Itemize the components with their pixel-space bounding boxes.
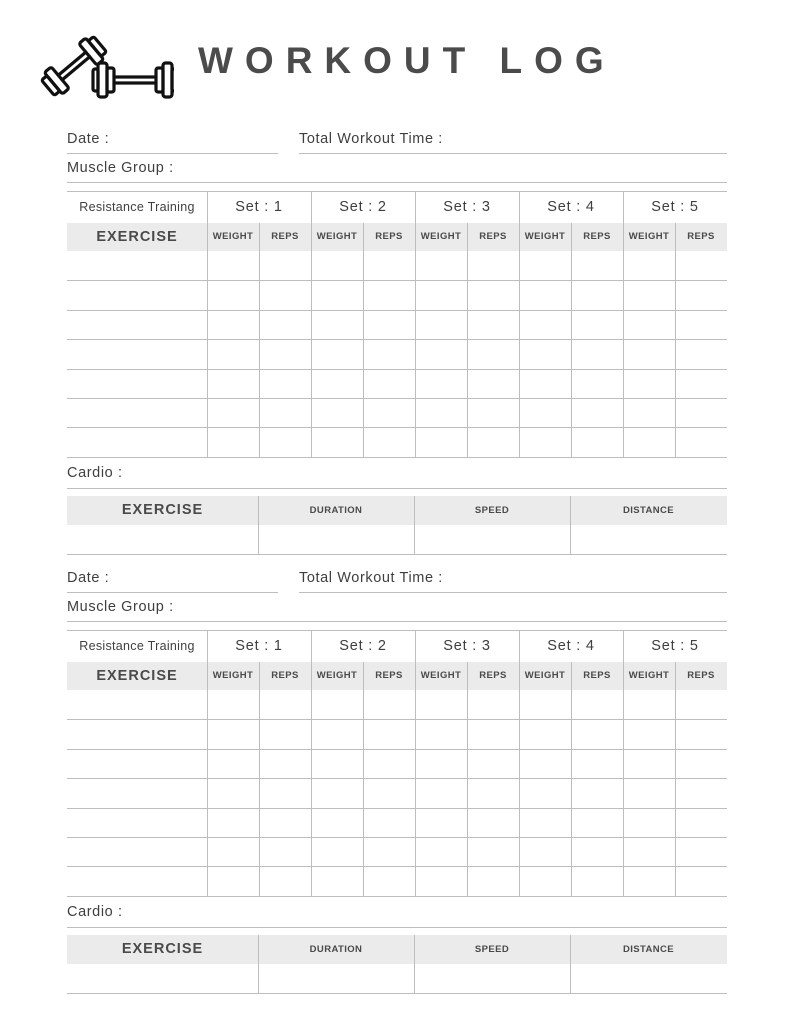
reps-cell[interactable] <box>571 778 623 808</box>
column-divider <box>311 191 312 457</box>
exercise-name-cell[interactable] <box>67 251 207 281</box>
speed-column-header: SPEED <box>474 943 510 955</box>
resistance-table-header <box>67 631 727 693</box>
reps-cell[interactable] <box>467 866 519 896</box>
total-workout-time-field[interactable] <box>299 563 727 593</box>
weight-cell[interactable] <box>519 749 571 779</box>
row-divider <box>67 457 727 458</box>
set-header-1: Set : 1 <box>235 638 283 654</box>
reps-column-header: REPS <box>375 670 403 681</box>
reps-cell[interactable] <box>675 310 727 340</box>
reps-cell[interactable] <box>363 719 415 749</box>
reps-cell[interactable] <box>259 837 311 867</box>
cardio-rule <box>67 488 727 489</box>
reps-cell[interactable] <box>259 690 311 720</box>
reps-cell[interactable] <box>467 719 519 749</box>
reps-cell[interactable] <box>467 837 519 867</box>
weight-cell[interactable] <box>519 866 571 896</box>
exercise-row <box>67 251 727 281</box>
weight-cell[interactable] <box>519 719 571 749</box>
total-workout-time-label: Total Workout Time : <box>299 131 443 147</box>
column-divider <box>207 191 208 457</box>
reps-cell[interactable] <box>467 369 519 399</box>
weight-column-header: WEIGHT <box>316 670 358 681</box>
weight-cell[interactable] <box>623 690 675 720</box>
reps-cell[interactable] <box>571 339 623 369</box>
exercise-row <box>67 310 727 340</box>
reps-cell[interactable] <box>467 251 519 281</box>
weight-cell[interactable] <box>415 690 467 720</box>
column-divider <box>467 662 468 896</box>
weight-cell[interactable] <box>519 427 571 457</box>
date-label: Date : <box>67 570 110 586</box>
exercise-name-cell[interactable] <box>67 280 207 310</box>
weight-cell[interactable] <box>207 719 259 749</box>
set-header-2: Set : 2 <box>339 638 387 654</box>
weight-column-header: WEIGHT <box>316 231 358 242</box>
reps-cell[interactable] <box>571 398 623 428</box>
weight-cell[interactable] <box>623 808 675 838</box>
weight-cell[interactable] <box>207 866 259 896</box>
exercise-name-cell[interactable] <box>67 866 207 896</box>
weight-column-header: WEIGHT <box>524 670 566 681</box>
cardio-column-divider <box>570 935 571 993</box>
set-header-2: Set : 2 <box>339 199 387 215</box>
weight-cell[interactable] <box>311 280 363 310</box>
weight-cell[interactable] <box>519 398 571 428</box>
reps-cell[interactable] <box>467 398 519 428</box>
exercise-row <box>67 369 727 399</box>
reps-cell[interactable] <box>675 398 727 428</box>
exercise-name-cell[interactable] <box>67 398 207 428</box>
column-divider <box>363 223 364 457</box>
weight-column-header: WEIGHT <box>628 670 670 681</box>
exercise-row <box>67 427 727 457</box>
exercise-name-cell[interactable] <box>67 778 207 808</box>
total-workout-time-label: Total Workout Time : <box>299 570 443 586</box>
reps-column-header: REPS <box>271 231 299 242</box>
column-divider <box>571 223 572 457</box>
weight-cell[interactable] <box>311 690 363 720</box>
page-title: WORKOUT LOG <box>198 40 616 81</box>
weight-cell[interactable] <box>311 866 363 896</box>
weight-column-header: WEIGHT <box>420 231 462 242</box>
reps-column-header: REPS <box>687 231 715 242</box>
column-divider <box>363 662 364 896</box>
reps-column-header: REPS <box>479 231 507 242</box>
set-header-4: Set : 4 <box>547 199 595 215</box>
weight-cell[interactable] <box>415 427 467 457</box>
cardio-column-divider <box>258 496 259 554</box>
exercise-row <box>67 719 727 749</box>
reps-column-header: REPS <box>687 670 715 681</box>
reps-cell[interactable] <box>675 280 727 310</box>
reps-cell[interactable] <box>571 310 623 340</box>
date-field[interactable] <box>67 124 278 154</box>
reps-cell[interactable] <box>259 866 311 896</box>
reps-cell[interactable] <box>363 690 415 720</box>
reps-cell[interactable] <box>363 866 415 896</box>
weight-cell[interactable] <box>207 280 259 310</box>
column-divider <box>623 191 624 457</box>
reps-cell[interactable] <box>675 749 727 779</box>
reps-cell[interactable] <box>675 719 727 749</box>
cardio-label: Cardio : <box>67 464 123 481</box>
exercise-column-header: EXERCISE <box>96 668 178 684</box>
weight-cell[interactable] <box>623 398 675 428</box>
date-field[interactable] <box>67 563 278 593</box>
exercise-row <box>67 749 727 779</box>
exercise-name-cell[interactable] <box>67 719 207 749</box>
reps-cell[interactable] <box>571 251 623 281</box>
exercise-row <box>67 280 727 310</box>
reps-cell[interactable] <box>363 398 415 428</box>
weight-cell[interactable] <box>415 778 467 808</box>
reps-cell[interactable] <box>363 251 415 281</box>
reps-cell[interactable] <box>363 778 415 808</box>
muscle-group-row <box>67 153 727 183</box>
reps-cell[interactable] <box>259 808 311 838</box>
weight-cell[interactable] <box>207 369 259 399</box>
weight-cell[interactable] <box>415 339 467 369</box>
weight-cell[interactable] <box>415 369 467 399</box>
reps-cell[interactable] <box>259 369 311 399</box>
weight-cell[interactable] <box>207 808 259 838</box>
weight-cell[interactable] <box>623 837 675 867</box>
reps-cell[interactable] <box>259 778 311 808</box>
weight-cell[interactable] <box>415 837 467 867</box>
weight-cell[interactable] <box>623 719 675 749</box>
cardio-exercise-cell[interactable] <box>67 964 258 993</box>
distance-column-header: DISTANCE <box>622 943 675 955</box>
weight-column-header: WEIGHT <box>212 670 254 681</box>
distance-cell[interactable] <box>570 964 727 993</box>
reps-cell[interactable] <box>259 398 311 428</box>
reps-cell[interactable] <box>571 808 623 838</box>
reps-column-header: REPS <box>583 231 611 242</box>
reps-cell[interactable] <box>467 427 519 457</box>
weight-cell[interactable] <box>207 778 259 808</box>
reps-cell[interactable] <box>675 866 727 896</box>
reps-cell[interactable] <box>571 749 623 779</box>
weight-column-header: WEIGHT <box>628 231 670 242</box>
weight-cell[interactable] <box>519 339 571 369</box>
reps-cell[interactable] <box>675 427 727 457</box>
exercise-name-cell[interactable] <box>67 369 207 399</box>
reps-cell[interactable] <box>259 280 311 310</box>
cardio-rule <box>67 927 727 928</box>
reps-cell[interactable] <box>675 778 727 808</box>
reps-cell[interactable] <box>259 719 311 749</box>
weight-cell[interactable] <box>415 280 467 310</box>
reps-cell[interactable] <box>363 749 415 779</box>
duration-column-header: DURATION <box>309 504 363 516</box>
weight-cell[interactable] <box>311 749 363 779</box>
log-block-2 <box>67 563 727 1003</box>
exercise-column-header: EXERCISE <box>96 229 178 245</box>
weight-cell[interactable] <box>415 866 467 896</box>
reps-cell[interactable] <box>675 808 727 838</box>
reps-column-header: REPS <box>375 231 403 242</box>
cardio-row-divider <box>67 993 727 994</box>
set-header-3: Set : 3 <box>443 199 491 215</box>
exercise-row <box>67 808 727 838</box>
reps-cell[interactable] <box>675 837 727 867</box>
cardio-column-divider <box>414 496 415 554</box>
date-time-row <box>67 563 727 593</box>
reps-cell[interactable] <box>467 280 519 310</box>
cardio-exercise-cell[interactable] <box>67 525 258 554</box>
row-divider <box>67 896 727 897</box>
weight-cell[interactable] <box>623 369 675 399</box>
reps-cell[interactable] <box>571 719 623 749</box>
reps-cell[interactable] <box>363 339 415 369</box>
reps-cell[interactable] <box>571 866 623 896</box>
cardio-column-divider <box>570 496 571 554</box>
log-block-1 <box>67 124 727 564</box>
weight-cell[interactable] <box>311 310 363 340</box>
set-header-5: Set : 5 <box>651 638 699 654</box>
weight-cell[interactable] <box>519 778 571 808</box>
weight-cell[interactable] <box>311 398 363 428</box>
column-divider <box>259 223 260 457</box>
resistance-training-label: Resistance Training <box>79 200 195 214</box>
speed-cell[interactable] <box>414 525 570 554</box>
weight-cell[interactable] <box>415 719 467 749</box>
exercise-name-cell[interactable] <box>67 690 207 720</box>
column-divider <box>207 630 208 896</box>
reps-column-header: REPS <box>271 670 299 681</box>
cardio-label: Cardio : <box>67 903 123 920</box>
weight-cell[interactable] <box>623 310 675 340</box>
column-divider <box>415 630 416 896</box>
weight-cell[interactable] <box>415 398 467 428</box>
reps-cell[interactable] <box>467 339 519 369</box>
weight-cell[interactable] <box>519 837 571 867</box>
weight-column-header: WEIGHT <box>212 231 254 242</box>
weight-cell[interactable] <box>207 690 259 720</box>
exercise-name-cell[interactable] <box>67 427 207 457</box>
reps-cell[interactable] <box>571 280 623 310</box>
weight-cell[interactable] <box>623 339 675 369</box>
weight-cell[interactable] <box>415 310 467 340</box>
muscle-group-label: Muscle Group : <box>67 599 174 615</box>
weight-cell[interactable] <box>415 808 467 838</box>
exercise-row <box>67 866 727 896</box>
weight-cell[interactable] <box>519 310 571 340</box>
reps-cell[interactable] <box>363 427 415 457</box>
reps-cell[interactable] <box>363 808 415 838</box>
reps-cell[interactable] <box>467 690 519 720</box>
muscle-group-field[interactable] <box>67 153 727 183</box>
column-divider <box>675 662 676 896</box>
exercise-name-cell[interactable] <box>67 339 207 369</box>
weight-cell[interactable] <box>623 749 675 779</box>
column-divider <box>415 191 416 457</box>
reps-cell[interactable] <box>571 369 623 399</box>
column-divider <box>311 630 312 896</box>
set-header-4: Set : 4 <box>547 638 595 654</box>
muscle-group-field[interactable] <box>67 592 727 622</box>
reps-cell[interactable] <box>675 251 727 281</box>
page-header <box>0 0 794 110</box>
cardio-exercise-header: EXERCISE <box>121 501 204 518</box>
weight-cell[interactable] <box>623 427 675 457</box>
reps-cell[interactable] <box>259 427 311 457</box>
weight-cell[interactable] <box>207 837 259 867</box>
column-divider <box>623 630 624 896</box>
exercise-row <box>67 837 727 867</box>
weight-column-header: WEIGHT <box>524 231 566 242</box>
date-label: Date : <box>67 131 110 147</box>
reps-cell[interactable] <box>571 427 623 457</box>
resistance-training-label: Resistance Training <box>79 639 195 653</box>
weight-cell[interactable] <box>519 280 571 310</box>
cardio-column-divider <box>414 935 415 993</box>
weight-cell[interactable] <box>415 749 467 779</box>
reps-column-header: REPS <box>583 670 611 681</box>
total-workout-time-field[interactable] <box>299 124 727 154</box>
reps-cell[interactable] <box>467 808 519 838</box>
reps-cell[interactable] <box>675 339 727 369</box>
duration-column-header: DURATION <box>309 943 363 955</box>
muscle-group-row <box>67 592 727 622</box>
reps-cell[interactable] <box>363 369 415 399</box>
exercise-row <box>67 339 727 369</box>
resistance-table-header <box>67 192 727 254</box>
exercise-row <box>67 690 727 720</box>
set-header-5: Set : 5 <box>651 199 699 215</box>
weight-cell[interactable] <box>207 251 259 281</box>
exercise-name-cell[interactable] <box>67 808 207 838</box>
weight-cell[interactable] <box>311 808 363 838</box>
reps-cell[interactable] <box>571 837 623 867</box>
weight-cell[interactable] <box>415 251 467 281</box>
weight-cell[interactable] <box>519 369 571 399</box>
exercise-row <box>67 398 727 428</box>
weight-cell[interactable] <box>623 251 675 281</box>
weight-cell[interactable] <box>311 339 363 369</box>
exercise-name-cell[interactable] <box>67 837 207 867</box>
weight-cell[interactable] <box>207 339 259 369</box>
muscle-group-label: Muscle Group : <box>67 160 174 176</box>
weight-cell[interactable] <box>311 369 363 399</box>
dumbbells-icon <box>34 28 174 106</box>
reps-cell[interactable] <box>259 310 311 340</box>
weight-cell[interactable] <box>311 778 363 808</box>
exercise-row <box>67 778 727 808</box>
date-time-row <box>67 124 727 154</box>
speed-column-header: SPEED <box>474 504 510 516</box>
weight-cell[interactable] <box>311 251 363 281</box>
weight-cell[interactable] <box>311 719 363 749</box>
cardio-column-divider <box>258 935 259 993</box>
cardio-row-divider <box>67 554 727 555</box>
reps-cell[interactable] <box>675 369 727 399</box>
weight-column-header: WEIGHT <box>420 670 462 681</box>
weight-cell[interactable] <box>623 778 675 808</box>
reps-cell[interactable] <box>363 310 415 340</box>
exercise-name-cell[interactable] <box>67 310 207 340</box>
weight-cell[interactable] <box>519 251 571 281</box>
weight-cell[interactable] <box>311 837 363 867</box>
column-divider <box>259 662 260 896</box>
distance-cell[interactable] <box>570 525 727 554</box>
weight-cell[interactable] <box>623 866 675 896</box>
weight-cell[interactable] <box>519 808 571 838</box>
cardio-exercise-header: EXERCISE <box>121 940 204 957</box>
reps-cell[interactable] <box>363 837 415 867</box>
duration-cell[interactable] <box>258 964 414 993</box>
column-divider <box>571 662 572 896</box>
column-divider <box>467 223 468 457</box>
weight-cell[interactable] <box>207 398 259 428</box>
reps-cell[interactable] <box>571 690 623 720</box>
weight-cell[interactable] <box>519 690 571 720</box>
reps-cell[interactable] <box>467 778 519 808</box>
reps-cell[interactable] <box>675 690 727 720</box>
column-divider <box>519 630 520 896</box>
weight-cell[interactable] <box>311 427 363 457</box>
set-header-1: Set : 1 <box>235 199 283 215</box>
reps-cell[interactable] <box>259 749 311 779</box>
reps-cell[interactable] <box>467 310 519 340</box>
exercise-name-cell[interactable] <box>67 749 207 779</box>
speed-cell[interactable] <box>414 964 570 993</box>
duration-cell[interactable] <box>258 525 414 554</box>
reps-column-header: REPS <box>479 670 507 681</box>
weight-cell[interactable] <box>207 427 259 457</box>
set-header-3: Set : 3 <box>443 638 491 654</box>
weight-cell[interactable] <box>623 280 675 310</box>
weight-cell[interactable] <box>207 310 259 340</box>
reps-cell[interactable] <box>363 280 415 310</box>
reps-cell[interactable] <box>467 749 519 779</box>
reps-cell[interactable] <box>259 339 311 369</box>
distance-column-header: DISTANCE <box>622 504 675 516</box>
column-divider <box>519 191 520 457</box>
weight-cell[interactable] <box>207 749 259 779</box>
column-divider <box>675 223 676 457</box>
reps-cell[interactable] <box>259 251 311 281</box>
